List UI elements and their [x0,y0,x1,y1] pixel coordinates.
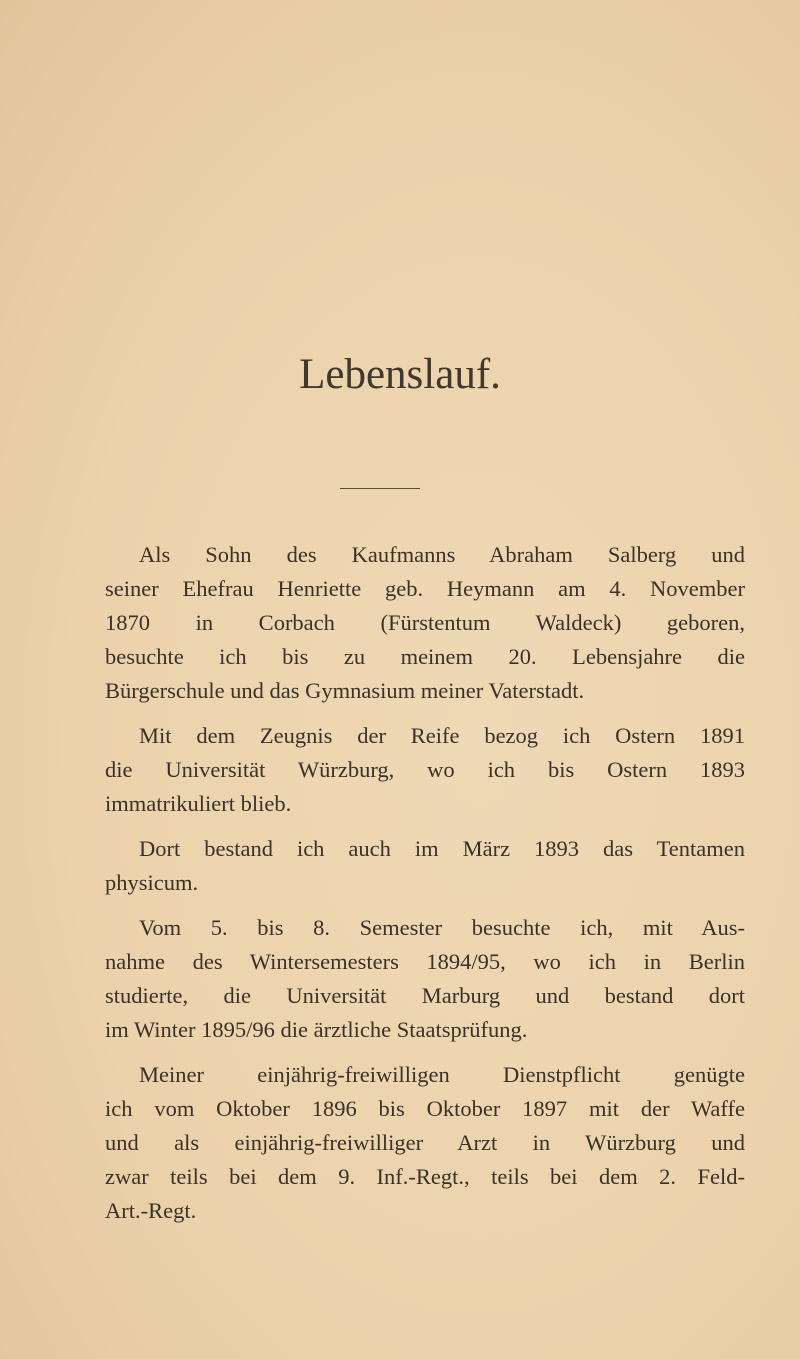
paragraph-2-line: immatrikuliert blieb. [105,791,292,816]
paragraph-1-line: Als Sohn des Kaufmanns Abraham Salberg und [139,542,745,567]
paragraph-5-line: Meiner einjährig-freiwilligen Dienstpflicht genügte [139,1062,745,1087]
paragraph-2-line: Mit dem Zeugnis der Reife bezog ich Ostern 1891 [139,723,745,748]
paragraph-3-line: physicum. [105,870,199,895]
paragraph-1-line: Bürgerschule und das Gymnasium meiner Vaterstadt. [105,678,585,703]
paragraph-5-line: zwar teils bei dem 9. Inf.-Regt., teils bei dem 2. Feld- [105,1164,745,1189]
title-divider [340,488,420,489]
paragraph-5-line: und als einjährig-freiwilliger Arzt in Würzburg und [105,1130,745,1155]
paragraph-2-line: die Universität Würzburg, wo ich bis Ostern 1893 [105,757,745,782]
paragraph-3-line: Dort bestand ich auch im März 1893 das Tentamen [139,836,745,861]
document-title: Lebenslauf. [299,351,501,398]
paragraph-4-line: im Winter 1895/96 die ärztliche Staatsprüfung. [105,1017,528,1042]
paragraph-4-line: Vom 5. bis 8. Semester besuchte ich, mit Aus- [139,915,745,940]
paragraph-1-line: besuchte ich bis zu meinem 20. Lebensjahre die [105,644,745,669]
paragraph-1-line: seiner Ehefrau Henriette geb. Heymann am 4. November [105,576,745,601]
paragraph-4-line: studierte, die Universität Marburg und bestand dort [105,983,745,1008]
paragraph-5-line: Art.-Regt. [105,1198,197,1223]
paragraph-5-line: ich vom Oktober 1896 bis Oktober 1897 mit der Waffe [105,1096,745,1121]
paragraph-4-line: nahme des Wintersemesters 1894/95, wo ich in Berlin [105,949,745,974]
paragraph-1-line: 1870 in Corbach (Fürstentum Waldeck) geboren, [105,610,745,635]
